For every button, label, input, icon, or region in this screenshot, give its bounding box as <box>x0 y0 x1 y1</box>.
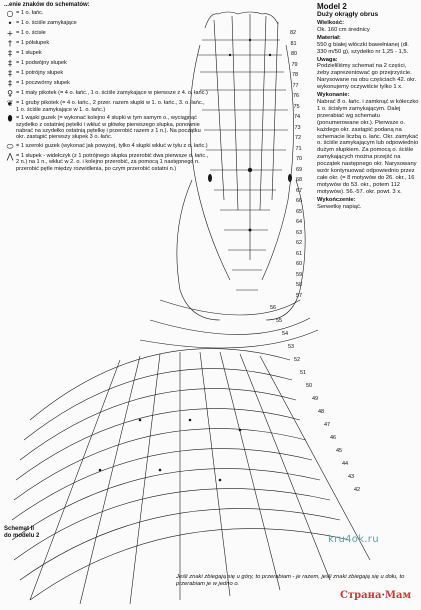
round-number-label: 73 <box>294 124 301 131</box>
legend-row <box>4 143 209 151</box>
round-number-label: 66 <box>296 198 303 204</box>
round-number-label: 62 <box>296 240 303 246</box>
round-number-label: 45 <box>336 448 343 454</box>
round-number-label: 68 <box>296 177 303 183</box>
legend-symbol-icon: • <box>7 19 13 29</box>
section-body: Ok. 160 cm średnicy <box>317 26 370 33</box>
round-number-label: 60 <box>296 261 303 267</box>
round-number-label: 77 <box>292 82 299 89</box>
section-title: Materiał: <box>317 34 341 41</box>
legend-text: = 1 wąski guzek (= wykonać kolejno 4 słupki w tym samym o., wyciągnąć szydełko z ostatniej pętelki i wkłuć w główkę pierwszego słupka, ponownie nabrać na szydełko ostatnią pętelkę i przerobić razem z 1 n.). Na początku okr. zastąpić pierwszy słupek 3 o. łańc. <box>16 115 201 141</box>
legend-text: = 1 potrójny słupek <box>16 70 64 77</box>
legend-symbol-icon: ♀ <box>7 89 13 99</box>
legend-text: = 1 szeroki guzek (wykonać jak powyżej, tylko 4 słupki wkłuć w tyłu z o. łańc.) <box>16 142 208 149</box>
legend-text: = 1 podwójny słupek <box>16 60 67 67</box>
round-number-label: 72 <box>295 135 302 141</box>
legend-text: = 1 poczwórny słupek <box>16 80 70 87</box>
legend-symbol-icon: ‡ <box>8 59 12 69</box>
round-number-label: 44 <box>342 461 349 467</box>
legend-symbol-icon: ‡ <box>8 69 12 79</box>
round-number-label: 78 <box>292 72 299 78</box>
legend-row <box>4 153 209 172</box>
model-title: Model 2 <box>317 2 347 11</box>
round-number-label: 63 <box>296 229 303 236</box>
round-number-label: 76 <box>293 93 300 99</box>
legend-text: = 1 o. ściśle zamykające <box>16 20 77 27</box>
legend-text: = 1 o. łańc. <box>16 10 44 17</box>
round-number-label: 54 <box>282 331 289 337</box>
legend-text: = 1 o. ścisłe <box>16 30 46 37</box>
round-number-label: 50 <box>306 383 313 389</box>
legend-header: ...enie znaków do schematów: <box>4 2 90 8</box>
legend-symbol-icon: ⬮ <box>7 114 13 124</box>
section-title: Uwaga: <box>317 56 338 63</box>
round-number-label: 74 <box>294 114 301 120</box>
section-body: Nabrać 8 o. łańc. i zamknąć w kółeczko 1 o. ścisłym zamykającym. Dalej przerabiać wg schematu (ponumerowane okr.). Pierwsze o. każdego okr. zastąpić podaną na schemacie liczbą o. łańc. Okr. zamykać o. ściśle zamykającym lub odpowiednio dużym słupkiem. Za pomocą o. ściśle zamykających można przejść na początek następnego okr. Narysowany wzór kontynuować odpowiednio przez całe okr. (= 8 motywów do 26. okr., 16 motywów do 53. okr., potem 112 motywów). 56.-57. okr. powt. 3 x. <box>317 98 419 195</box>
schema-label-line2: do modelu 2 <box>4 533 40 539</box>
legend-symbol-icon: ❦ <box>6 99 14 109</box>
legend-row <box>4 60 209 68</box>
round-number-label: 59 <box>296 271 303 278</box>
middle-band <box>140 300 318 348</box>
round-number-label: 79 <box>291 61 298 68</box>
round-number-label: 82 <box>290 30 297 36</box>
legend-row <box>4 30 209 38</box>
legend-row <box>4 100 209 113</box>
section-body: 550 g białej włóczki bawełnianej (dł. 330 m/50 g), szydełko nr 1,25 - 1,5. <box>317 41 409 55</box>
watermark-part-a: Страна <box>340 590 382 601</box>
round-number-label: 56 <box>270 305 277 311</box>
round-number-label: 80 <box>291 51 298 57</box>
legend-symbol-icon: † <box>8 39 12 49</box>
symbol-legend <box>4 2 209 172</box>
legend-symbol-icon: ⬭ <box>6 141 14 151</box>
section-body: Serwetkę napiąć. <box>317 203 362 210</box>
section-title: Wykonanie: <box>317 92 350 99</box>
round-number-label: 75 <box>293 103 300 110</box>
round-number-label: 52 <box>294 357 301 363</box>
bottom-fan <box>12 349 370 604</box>
legend-row <box>4 70 209 78</box>
round-number-label: 69 <box>296 166 303 173</box>
model-subtitle: Duży okrągły obrus <box>317 11 379 18</box>
legend-row <box>4 50 209 58</box>
round-number-label: 51 <box>300 370 307 376</box>
watermark-kru4ok: kru4ok.ru <box>328 534 379 545</box>
round-number-label: 58 <box>296 282 303 288</box>
legend-symbol-icon: + <box>6 29 14 39</box>
legend-text: = 1 słupek - widełczyk (z 1 potrójnego słupka przerobić dwa pierwsze o. łańc., 2 n.) na 1 n., wkłuć w 2. o. i kolejno przerobić, za pomocą 1 następnego n. przerobić pętle między rozwidlenia, po czym przerobić ostatni n.) <box>16 152 209 172</box>
legend-row <box>4 80 209 88</box>
round-number-label: 43 <box>348 474 355 480</box>
round-number-label: 70 <box>296 156 303 162</box>
watermark-stranamam: Страна·Мам <box>340 590 412 601</box>
section-body: Podzieliliśmy schemat na 2 części, żeby zaprezentować go przejrzyście. Narysowane na obu częściach 42. okr. wykonujemy oczywiście tylko 1 x. <box>317 63 417 91</box>
round-number-label: 49 <box>312 396 319 402</box>
watermark-part-b: Мам <box>384 590 412 601</box>
round-number-label: 42 <box>354 487 361 493</box>
section-title: Wielkość: <box>317 20 345 26</box>
legend-text: = 1 gruby pikotek (= 4 o. łańc., 2 przer. razem słupki w 1. o. łańc., 3. o. łańc., 1 o. ściśle zamykające w 1. o. łańc.) <box>16 100 205 113</box>
round-number-label: 53 <box>288 344 295 350</box>
round-number-label: 55 <box>276 318 283 324</box>
legend-row <box>4 40 209 48</box>
round-number-label: 71 <box>295 145 302 152</box>
legend-symbol-icon: ‡ <box>8 49 12 59</box>
round-number-label: 65 <box>296 208 303 215</box>
legend-symbol-icon: ○ <box>6 9 14 19</box>
section-title: Wykończenie: <box>317 196 356 203</box>
model-description <box>317 2 419 210</box>
footnote: Jeśli znaki zbiegają się u góry, to przerabiam - je razem, jeśli znaki zbiegają się u dołu, to przerabiam je w jedno o. <box>176 574 405 587</box>
legend-row <box>4 90 209 98</box>
round-number-label: 61 <box>296 250 303 257</box>
legend-symbol-icon: ⋀ <box>6 151 14 161</box>
round-number-label: 67 <box>296 187 303 194</box>
schema-label <box>4 526 39 540</box>
legend-text: = 1 słupek <box>16 50 42 57</box>
legend-text: = 1 półsłupek <box>16 40 50 47</box>
round-number-label: 48 <box>318 409 325 415</box>
round-number-label: 47 <box>324 422 331 428</box>
round-number-label: 46 <box>330 435 337 441</box>
legend-text: = 1 mały pikotek (= 4 o. łańc., 1 o. ściśle zamykające w pierwsze z 4. o. łańc.) <box>16 90 208 97</box>
legend-row <box>4 115 209 141</box>
legend-symbol-icon: ‡ <box>8 79 12 89</box>
schema-label-line1: Schemat II <box>4 526 35 532</box>
legend-row <box>4 20 209 28</box>
round-number-label: 81 <box>290 40 297 47</box>
round-number-label: 57 <box>296 292 303 299</box>
round-number-label: 64 <box>296 219 303 225</box>
legend-row <box>4 10 209 18</box>
